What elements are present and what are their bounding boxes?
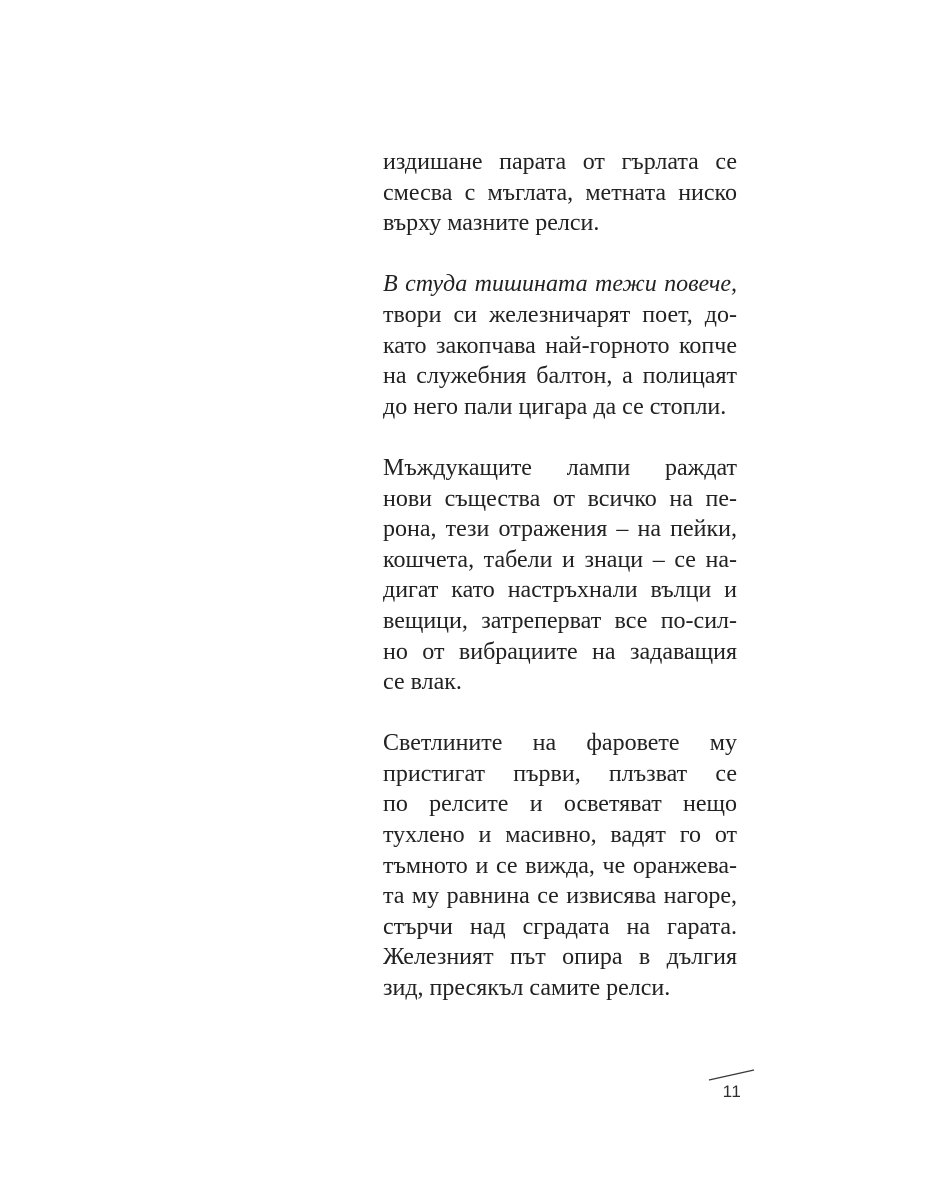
text-column [383,147,737,1004]
text-line: върху мазните релси. [383,210,600,237]
text-line: стърчи над сградата на гарата. [383,913,737,940]
text-line: пристигат първи, плъзват се [383,760,737,787]
text-line: тъмното и се вижда, че оранжева- [383,852,737,879]
text-line: Светлините на фаровете му [383,730,737,757]
paragraph [383,147,737,239]
text-line: вещици, затреперват все по-сил- [383,607,737,634]
text-line: смесва с мъглата, метната ниско [383,179,737,206]
text-line: Мъждукащите лампи раждат [383,454,737,481]
text-line: нови същества от всичко на пе- [383,485,737,512]
text-line: до него пали цигара да се стопли. [383,393,727,420]
page-footer [700,1066,764,1101]
text-line: дигат като настръхнали вълци и [383,577,737,604]
paragraph [383,453,737,698]
paragraph [383,728,737,1003]
text-line: кошчета, табели и знаци – се на- [383,546,737,573]
text-line: тухлено и масивно, вадят го от [383,822,737,849]
footer-rule [702,1066,762,1082]
text-line: по релсите и осветяват нещо [383,791,737,818]
text-line: издишане парата от гърлата се [383,149,737,175]
text-line: като закопчава най-горното копче [383,332,737,359]
text-line: та му равнина се извисява нагоре, [383,883,737,910]
text-line: В студа тишината тежи повече, [383,271,737,298]
text-line: зид, пресякъл самите релси. [383,975,671,1002]
text-line: се влак. [383,669,462,696]
text-line: на служебния балтон, а полицаят [383,363,737,390]
text-line: рона, тези отражения – на пейки, [383,516,737,543]
paragraph [383,269,737,422]
text-line: но от вибрациите на задаващия [383,638,737,665]
page-number: 11 [722,1082,742,1101]
text-line: твори си железничарят поет, до- [383,301,737,328]
text-line: Железният път опира в дългия [383,944,737,971]
